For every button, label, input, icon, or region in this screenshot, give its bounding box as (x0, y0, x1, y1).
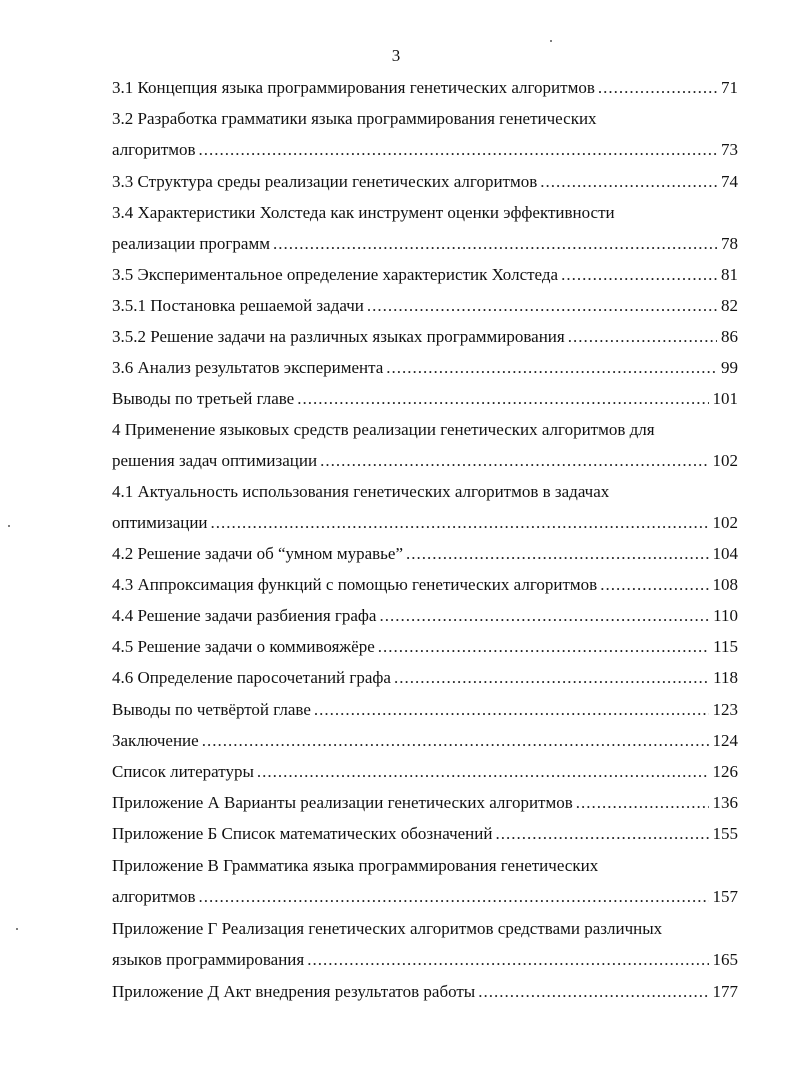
dot-leader (561, 263, 717, 287)
toc-entry[interactable] (112, 698, 738, 722)
toc-entry[interactable] (112, 232, 738, 256)
toc-entry-line1[interactable] (112, 480, 609, 504)
toc-entry-title: Приложение В Грамматика языка программирования генетических (112, 856, 599, 875)
toc-entry-title: 3.5.1 Постановка решаемой задачи (112, 296, 364, 315)
toc-entry-title: Приложение Д Акт внедрения результатов работы (112, 982, 476, 1001)
dot-leader (394, 666, 709, 690)
scan-speck (8, 525, 10, 527)
toc-entry-page: 78 (721, 234, 738, 253)
toc-entry[interactable] (112, 791, 738, 815)
dot-leader (386, 356, 717, 380)
toc-entry-page: 118 (713, 668, 738, 687)
dot-leader (406, 542, 708, 566)
toc-entry[interactable] (112, 263, 738, 287)
toc-entry-line1[interactable] (112, 201, 615, 225)
dot-leader (199, 138, 717, 162)
scan-speck (550, 40, 552, 42)
toc-entry[interactable] (112, 885, 738, 909)
toc-entry[interactable] (112, 573, 738, 597)
dot-leader (378, 635, 709, 659)
dot-leader (379, 604, 709, 628)
toc-entry-title: 4.4 Решение задачи разбиения графа (112, 606, 377, 625)
toc-entry[interactable] (112, 760, 738, 784)
dot-leader (273, 232, 717, 256)
dot-leader (320, 449, 708, 473)
toc-entry-title: 4.2 Решение задачи об “умном муравье” (112, 544, 404, 563)
dot-leader (600, 573, 708, 597)
dot-leader (598, 76, 717, 100)
dot-leader (202, 729, 709, 753)
dot-leader (568, 325, 717, 349)
toc-entry[interactable] (112, 449, 738, 473)
toc-entry[interactable] (112, 822, 738, 846)
toc-entry-page: 177 (712, 982, 738, 1001)
toc-entry-page: 136 (712, 793, 738, 812)
toc-entry[interactable] (112, 76, 738, 100)
toc-entry[interactable] (112, 635, 738, 659)
toc-entry-page: 123 (712, 700, 738, 719)
dot-leader (540, 170, 717, 194)
dot-leader (576, 791, 709, 815)
toc-entry-page: 82 (721, 296, 738, 315)
dot-leader (297, 387, 708, 411)
dot-leader (314, 698, 709, 722)
toc-entry[interactable] (112, 325, 738, 349)
toc-entry-page: 102 (712, 451, 738, 470)
dot-leader (257, 760, 709, 784)
toc-entry-title: Список литературы (112, 762, 254, 781)
toc-entry[interactable] (112, 980, 738, 1004)
toc-entry-title: 3.1 Концепция языка программирования генетических алгоритмов (112, 78, 595, 97)
toc-entry-title: Приложение А Варианты реализации генетических алгоритмов (112, 793, 573, 812)
toc-entry-page: 74 (721, 172, 738, 191)
toc-entry-page: 102 (712, 513, 738, 532)
toc-entry-title: 4.5 Решение задачи о коммивояжёре (112, 637, 375, 656)
toc-entry-page: 124 (712, 731, 738, 750)
toc-entry-page: 81 (721, 265, 738, 284)
toc-entry[interactable] (112, 387, 738, 411)
toc-entry[interactable] (112, 356, 738, 380)
toc-entry[interactable] (112, 138, 738, 162)
toc-entry-page: 86 (721, 327, 738, 346)
toc-entry-title: 3.4 Характеристики Холстеда как инструмент оценки эффективности (112, 203, 615, 222)
scan-speck (16, 928, 18, 930)
toc-entry-page: 73 (721, 140, 738, 159)
toc-entry[interactable] (112, 511, 738, 535)
dot-leader (478, 980, 708, 1004)
toc-entry-title: Приложение Г Реализация генетических алгоритмов средствами различных (112, 919, 663, 938)
toc-entry-title: 3.6 Анализ результатов эксперимента (112, 358, 384, 377)
toc-entry-title: 3.5 Экспериментальное определение характеристик Холстеда (112, 265, 559, 284)
toc-entry-page: 104 (712, 544, 738, 563)
toc-entry-title: 4.3 Аппроксимация функций с помощью генетических алгоритмов (112, 575, 598, 594)
toc-entry-page: 165 (712, 950, 738, 969)
dot-leader (307, 948, 708, 972)
page-number: 3 (391, 46, 401, 65)
toc-entry-line1[interactable] (112, 107, 597, 131)
toc-entry-title: Приложение Б Список математических обозначений (112, 824, 493, 843)
dot-leader (211, 511, 709, 535)
toc-entry-title: 4 Применение языковых средств реализации генетических алгоритмов для (112, 420, 655, 439)
toc-entry-title: 4.1 Актуальность использования генетических алгоритмов в задачах (112, 482, 610, 501)
toc-entry-title: 4.6 Определение паросочетаний графа (112, 668, 391, 687)
toc-entry-page: 115 (713, 637, 738, 656)
toc-entry[interactable] (112, 542, 738, 566)
toc-entry-title: Выводы по четвёртой главе (112, 700, 311, 719)
toc-entry-title: Выводы по третьей главе (112, 389, 295, 408)
toc-entry-page: 71 (721, 78, 738, 97)
toc-entry-page: 99 (721, 358, 738, 377)
toc-entry-title: 3.3 Структура среды реализации генетических алгоритмов (112, 172, 538, 191)
toc-entry-title-cont: языков программирования (112, 950, 305, 969)
toc-entry[interactable] (112, 666, 738, 690)
toc-entry-title-cont: алгоритмов (112, 887, 196, 906)
toc-entry-page: 126 (712, 762, 738, 781)
toc-entry-title: 3.2 Разработка грамматики языка программирования генетических (112, 109, 597, 128)
toc-entry-title: 3.5.2 Решение задачи на различных языках программирования (112, 327, 565, 346)
toc-entry-title-cont: алгоритмов (112, 140, 196, 159)
toc-entry-page: 157 (712, 887, 738, 906)
toc-entry[interactable] (112, 604, 738, 628)
toc-entry-title-cont: оптимизации (112, 513, 208, 532)
toc-entry[interactable] (112, 948, 738, 972)
toc-entry-line1[interactable] (112, 917, 662, 941)
toc-entry-page: 155 (712, 824, 738, 843)
toc-entry-page: 108 (712, 575, 738, 594)
toc-entry-page: 101 (712, 389, 738, 408)
toc-entry-title: Заключение (112, 731, 199, 750)
dot-leader (495, 822, 708, 846)
toc-entry-title-cont: реализации программ (112, 234, 270, 253)
toc-entry[interactable] (112, 170, 738, 194)
toc-entry[interactable] (112, 294, 738, 318)
toc-entry-line1[interactable] (112, 854, 598, 878)
dot-leader (199, 885, 709, 909)
toc-entry[interactable] (112, 729, 738, 753)
dot-leader (367, 294, 717, 318)
toc-entry-page: 110 (713, 606, 738, 625)
toc-entry-line1[interactable] (112, 418, 655, 442)
toc-entry-title-cont: решения задач оптимизации (112, 451, 318, 470)
